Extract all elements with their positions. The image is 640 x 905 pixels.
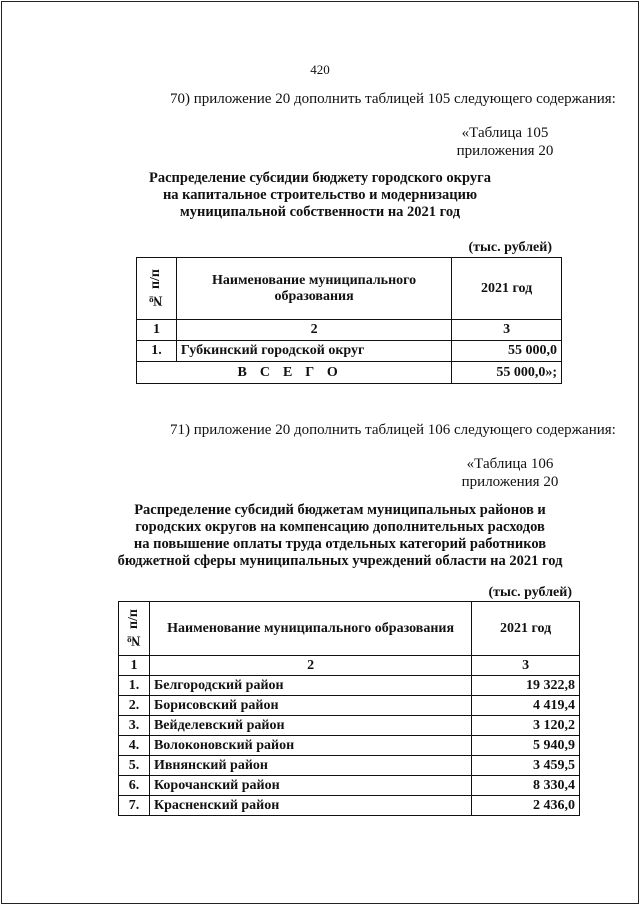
table-row xyxy=(119,696,580,716)
row-number: 2. xyxy=(119,696,150,716)
row-number: 1. xyxy=(137,341,177,362)
header-row xyxy=(119,602,580,656)
title-line: на капитальное строительство и модернизацию xyxy=(162,187,478,203)
title-line: бюджетной сферы муниципальных учреждений области на 2021 год xyxy=(117,553,563,569)
amount: 8 330,4 xyxy=(472,776,580,796)
amount: 55 000,0 xyxy=(452,341,562,362)
table-105-title xyxy=(100,170,540,221)
table-105 xyxy=(136,257,562,384)
table-row xyxy=(119,796,580,816)
title-line: Распределение субсидий бюджетам муниципальных районов и xyxy=(134,502,546,518)
total-amount: 55 000,0»; xyxy=(452,362,562,384)
row-number: 4. xyxy=(119,736,150,756)
header-year: 2021 год xyxy=(452,258,562,320)
col-number: 2 xyxy=(176,320,451,341)
row-number: 1. xyxy=(119,676,150,696)
header-num: № п/п xyxy=(137,258,177,320)
amount: 3 120,2 xyxy=(472,716,580,736)
table-row xyxy=(119,736,580,756)
title-line: муниципальной собственности на 2021 год xyxy=(179,204,461,220)
table-ref-line: «Таблица 106 xyxy=(466,456,554,472)
amount: 19 322,8 xyxy=(472,676,580,696)
table-ref-line: приложения 20 xyxy=(461,474,559,490)
row-number: 3. xyxy=(119,716,150,736)
header-name: Наименование муниципального образования xyxy=(176,258,451,320)
table-106-reference xyxy=(445,455,575,491)
table-ref-line: «Таблица 105 xyxy=(461,125,549,141)
table-row xyxy=(119,756,580,776)
header-name: Наименование муниципального образования xyxy=(149,602,471,656)
municipality-name: Корочанский район xyxy=(149,776,471,796)
table-105-reference xyxy=(440,124,570,160)
table-row xyxy=(137,341,562,362)
header-year: 2021 год xyxy=(472,602,580,656)
column-number-row xyxy=(119,656,580,676)
title-line: Распределение субсидии бюджету городского округа xyxy=(149,170,491,186)
table-106-title xyxy=(100,502,580,570)
municipality-name: Борисовский район xyxy=(149,696,471,716)
title-line: на повышение оплаты труда отдельных категорий работников xyxy=(133,536,547,552)
col-number: 3 xyxy=(452,320,562,341)
column-number-row xyxy=(137,320,562,341)
municipality-name: Ивнянский район xyxy=(149,756,471,776)
municipality-name: Губкинский городской округ xyxy=(176,341,451,362)
col-number: 3 xyxy=(472,656,580,676)
table-row xyxy=(119,676,580,696)
paragraph-item-70: 70) приложение 20 дополнить таблицей 105 следующего содержания: xyxy=(170,91,616,107)
municipality-name: Красненский район xyxy=(149,796,471,816)
col-number: 2 xyxy=(149,656,471,676)
amount: 5 940,9 xyxy=(472,736,580,756)
row-number: 6. xyxy=(119,776,150,796)
table-105-unit: (тыс. рублей) xyxy=(468,240,552,255)
page-number: 420 xyxy=(310,62,330,77)
table-row xyxy=(119,776,580,796)
total-row xyxy=(137,362,562,384)
table-106-unit: (тыс. рублей) xyxy=(488,585,572,600)
amount: 3 459,5 xyxy=(472,756,580,776)
header-row xyxy=(137,258,562,320)
total-label: ВСЕГО xyxy=(137,362,452,384)
col-number: 1 xyxy=(137,320,177,341)
table-ref-line: приложения 20 xyxy=(456,143,554,159)
title-line: городских округов на компенсацию дополнительных расходов xyxy=(135,519,545,535)
table-106 xyxy=(118,601,580,816)
municipality-name: Белгородский район xyxy=(149,676,471,696)
header-num: № п/п xyxy=(119,602,150,656)
table-row xyxy=(119,716,580,736)
amount: 2 436,0 xyxy=(472,796,580,816)
col-number: 1 xyxy=(119,656,150,676)
row-number: 7. xyxy=(119,796,150,816)
municipality-name: Вейделевский район xyxy=(149,716,471,736)
amount: 4 419,4 xyxy=(472,696,580,716)
paragraph-item-71: 71) приложение 20 дополнить таблицей 106 следующего содержания: xyxy=(170,422,616,438)
row-number: 5. xyxy=(119,756,150,776)
municipality-name: Волоконовский район xyxy=(149,736,471,756)
